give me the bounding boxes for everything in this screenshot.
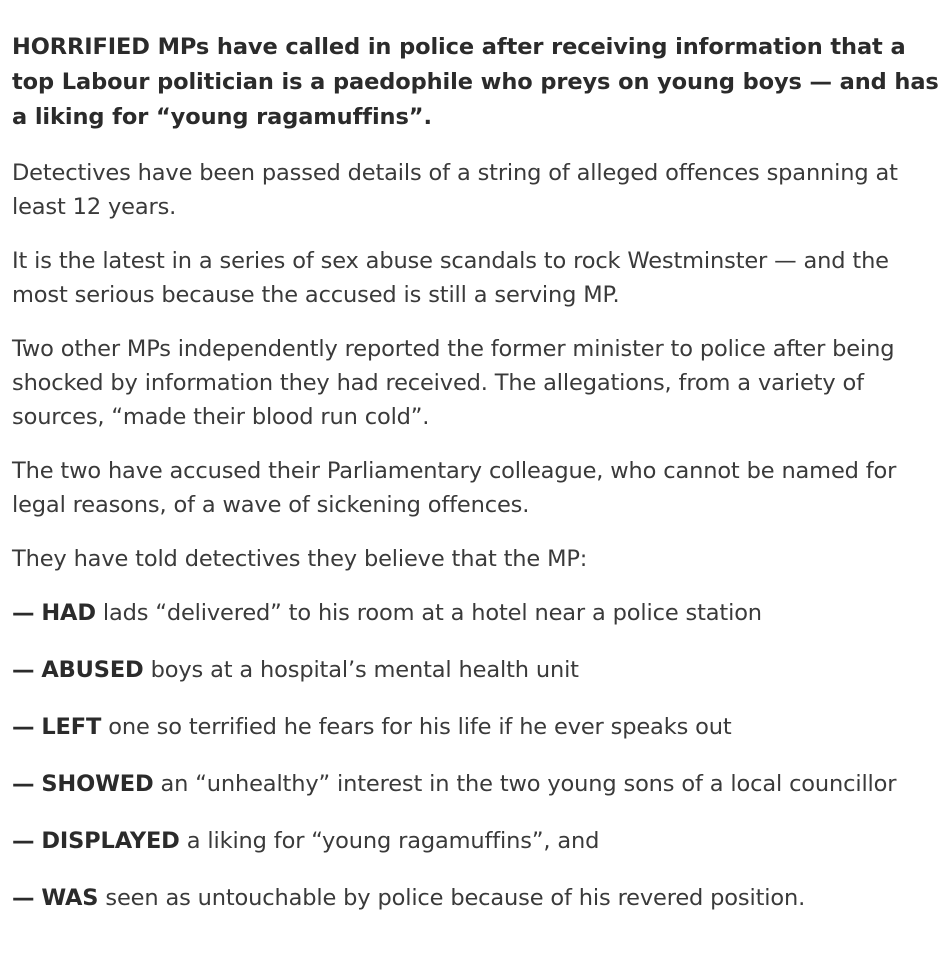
article-paragraph: The two have accused their Parliamentary colleague, who cannot be named for legal reasons, of a wave of sickening offences.	[12, 458, 897, 518]
article-paragraph: Two other MPs independently reported the former minister to police after being shocked by information they had received. The allegations, from a variety of sources, “made their blood run cold”.	[12, 336, 895, 430]
list-item-keyword: SHOWED	[41, 771, 154, 797]
list-item-keyword: HAD	[41, 600, 96, 626]
list-item-keyword: DISPLAYED	[41, 828, 180, 854]
article-paragraph: They have told detectives they believe that the MP:	[12, 546, 588, 572]
article-lede: HORRIFIED MPs have called in police after receiving information that a top Labour politician is a paedophile who preys on young boys — and has a liking for “young ragamuffins”.	[12, 34, 939, 130]
allegations-list	[12, 596, 942, 915]
article-paragraph: Detectives have been passed details of a string of alleged offences spanning at least 12 years.	[12, 160, 898, 220]
list-item-text: boys at a hospital’s mental health unit	[150, 657, 579, 683]
list-item-dash: —	[12, 714, 35, 740]
list-item-text: lads “delivered” to his room at a hotel near a police station	[102, 600, 762, 626]
list-item	[12, 710, 942, 744]
list-item	[12, 653, 942, 687]
list-item	[12, 596, 942, 630]
list-item-dash: —	[12, 771, 35, 797]
list-item-dash: —	[12, 600, 35, 626]
list-item	[12, 767, 942, 801]
list-item-text: seen as untouchable by police because of his revered position.	[105, 885, 806, 911]
list-item-text: a liking for “young ragamuffins”, and	[186, 828, 600, 854]
list-item-keyword: ABUSED	[41, 657, 144, 683]
article-body	[12, 30, 942, 938]
list-item-dash: —	[12, 657, 35, 683]
list-item-keyword: WAS	[41, 885, 99, 911]
article-paragraph: It is the latest in a series of sex abuse scandals to rock Westminster — and the most serious because the accused is still a serving MP.	[12, 248, 889, 308]
list-item	[12, 881, 942, 915]
list-item-dash: —	[12, 885, 35, 911]
list-item-keyword: LEFT	[41, 714, 102, 740]
list-item-text: an “unhealthy” interest in the two young sons of a local councillor	[160, 771, 897, 797]
list-item	[12, 824, 942, 858]
list-item-text: one so terrified he fears for his life if he ever speaks out	[108, 714, 732, 740]
list-item-dash: —	[12, 828, 35, 854]
